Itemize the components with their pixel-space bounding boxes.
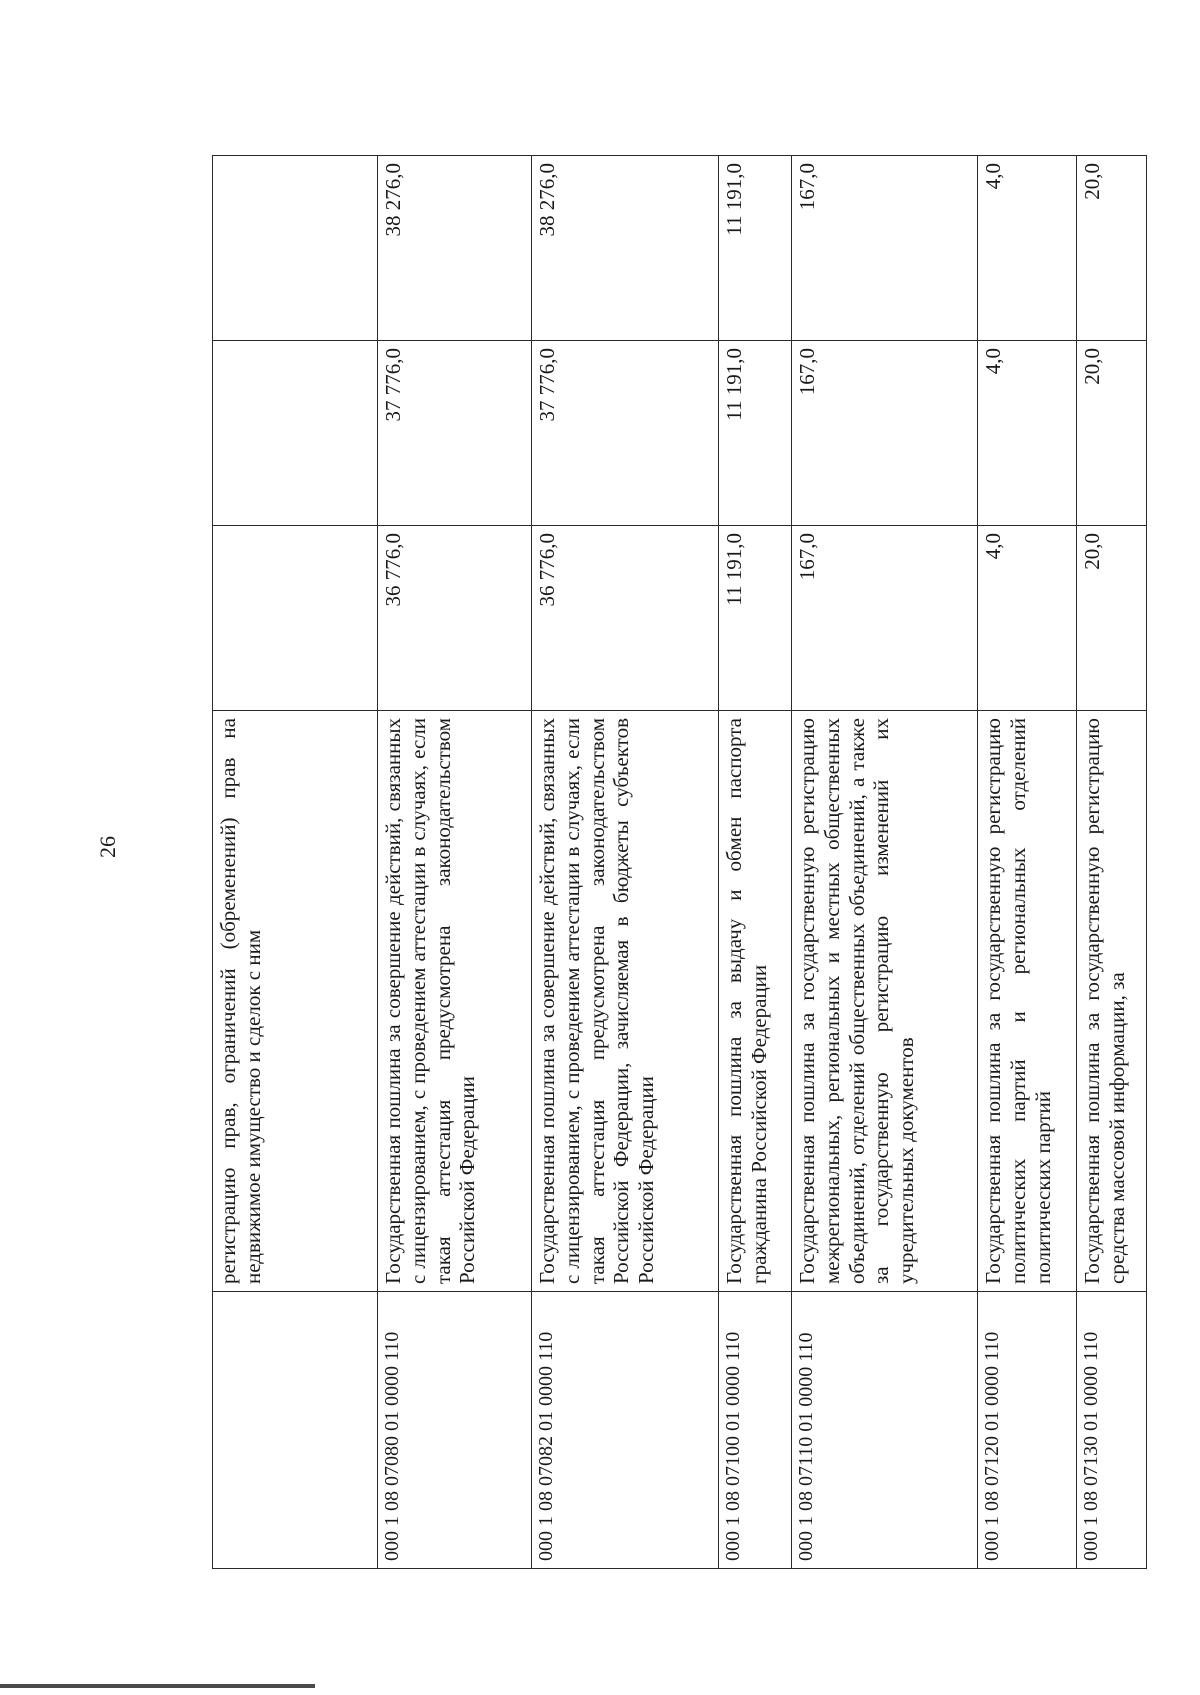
kbk-code-cell: 000 1 08 07120 01 0000 110 — [978, 1292, 1077, 1569]
value-year1-cell: 11 191,0 — [719, 526, 792, 711]
revenue-name-cell: Государственная пошлина за государственную регистрацию межрегиональных, региональных и местных общественных объединений, отделений общественных объединений, а также за государственную регистрацию изменений их учредительных документов — [792, 711, 978, 1292]
value-year3-cell: 38 276,0 — [532, 156, 719, 341]
revenue-name-cell: Государственная пошлина за совершение действий, связанных с лицензированием, с проведением аттестации в случаях, если такая аттестация предусмотрена законодательством Российской Федерации, зачисляемая в бюджеты субъектов Российской Федерации — [532, 711, 719, 1292]
kbk-code-cell — [213, 1292, 378, 1569]
value-year1-cell: 36 776,0 — [378, 526, 532, 711]
revenue-name-cell: Государственная пошлина за государственную регистрацию политических партий и региональных отделений политических партий — [978, 711, 1077, 1292]
revenue-table — [212, 155, 1147, 1569]
table-row — [378, 156, 532, 1569]
kbk-code-cell: 000 1 08 07082 01 0000 110 — [532, 1292, 719, 1569]
table-row — [1077, 156, 1147, 1569]
kbk-code-cell: 000 1 08 07080 01 0000 110 — [378, 1292, 532, 1569]
value-year2-cell: 37 776,0 — [378, 341, 532, 526]
revenue-name-cell: Государственная пошлина за государственную регистрацию средства массовой информации, за — [1077, 711, 1147, 1292]
scan-edge-rule — [0, 1684, 315, 1688]
value-year1-cell: 167,0 — [792, 526, 978, 711]
revenue-name-cell: Государственная пошлина за выдачу и обмен паспорта гражданина Российской Федерации — [719, 711, 792, 1292]
value-year3-cell: 167,0 — [792, 156, 978, 341]
value-year2-cell: 11 191,0 — [719, 341, 792, 526]
table-row — [978, 156, 1077, 1569]
value-year1-cell — [213, 526, 378, 711]
value-year2-cell: 167,0 — [792, 341, 978, 526]
revenue-name-cell: Государственная пошлина за совершение действий, связанных с лицензированием, с проведением аттестации в случаях, если такая аттестация предусмотрена законодательством Российской Федерации — [378, 711, 532, 1292]
value-year2-cell — [213, 341, 378, 526]
value-year3-cell: 20,0 — [1077, 156, 1147, 341]
value-year2-cell: 20,0 — [1077, 341, 1147, 526]
value-year3-cell: 4,0 — [978, 156, 1077, 341]
value-year1-cell: 4,0 — [978, 526, 1077, 711]
page-number: 26 — [95, 836, 120, 858]
table-row — [532, 156, 719, 1569]
rotated-table-container — [212, 163, 1200, 1569]
value-year3-cell: 38 276,0 — [378, 156, 532, 341]
kbk-code-cell: 000 1 08 07130 01 0000 110 — [1077, 1292, 1147, 1569]
value-year2-cell: 37 776,0 — [532, 341, 719, 526]
value-year1-cell: 20,0 — [1077, 526, 1147, 711]
kbk-code-cell: 000 1 08 07100 01 0000 110 — [719, 1292, 792, 1569]
revenue-name-cell: регистрацию прав, ограничений (обременений) прав на недвижимое имущество и сделок с ним — [213, 711, 378, 1292]
value-year3-cell: 11 191,0 — [719, 156, 792, 341]
value-year2-cell: 4,0 — [978, 341, 1077, 526]
value-year1-cell: 36 776,0 — [532, 526, 719, 711]
value-year3-cell — [213, 156, 378, 341]
table-row — [213, 156, 378, 1569]
kbk-code-cell: 000 1 08 07110 01 0000 110 — [792, 1292, 978, 1569]
table-row — [719, 156, 792, 1569]
table-row — [792, 156, 978, 1569]
